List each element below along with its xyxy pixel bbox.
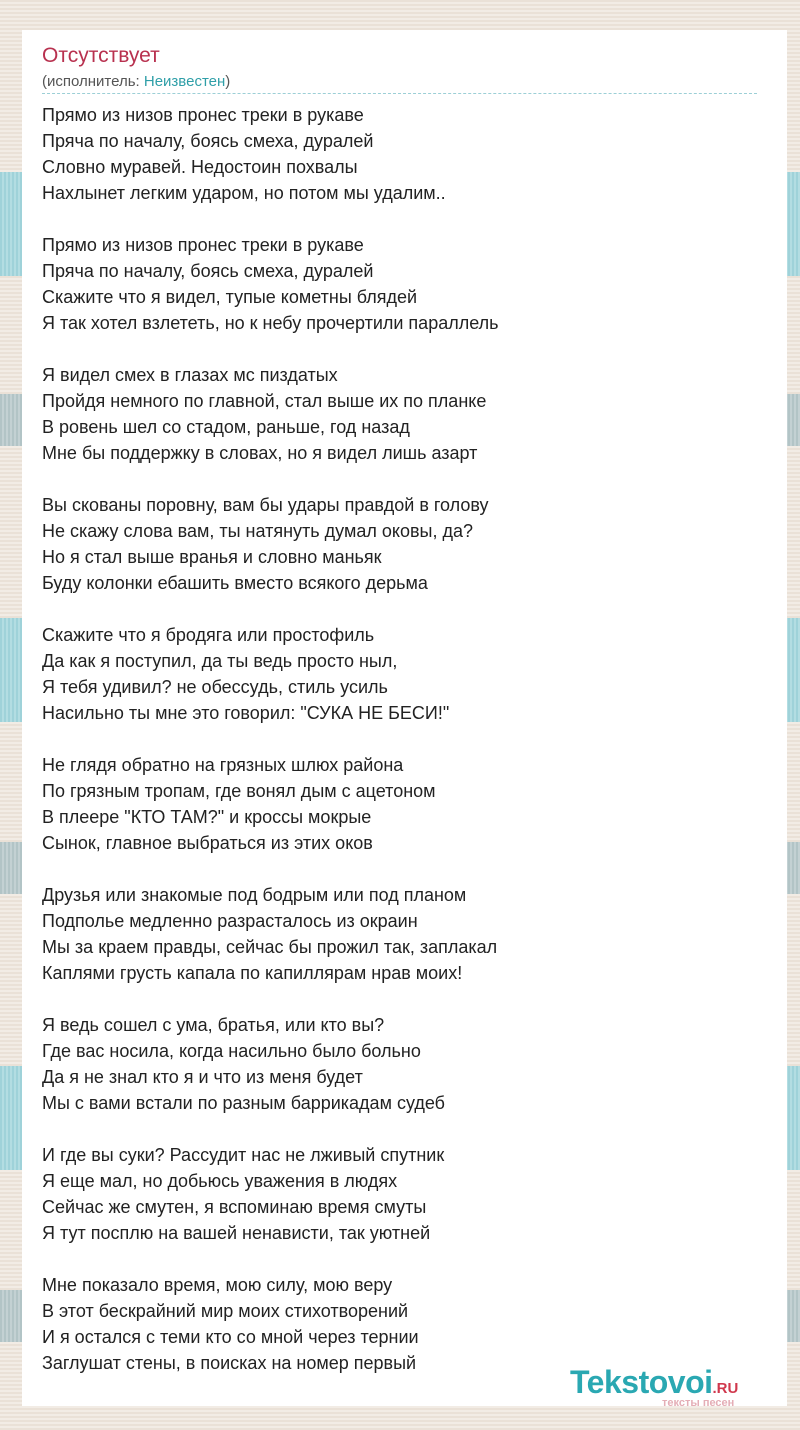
lyrics-card [22,30,787,1409]
lyric-line: В этот бескрайний мир моих стихотворений [42,1301,409,1321]
lyric-line: Я так хотел взлететь, но к небу прочертили параллель [42,313,499,333]
lyric-line: Я ведь сошел с ума, братья, или кто вы? [42,1015,385,1035]
artist-suffix: ) [225,73,231,90]
lyrics-stanza [42,752,762,856]
lyrics-stanza [42,1272,762,1376]
lyric-line: Каплями грусть капала по капиллярам нрав моих! [42,963,463,983]
lyric-line: Насильно ты мне это говорил: "СУКА НЕ БЕСИ!" [42,703,450,723]
lyric-line: Нахлынет легким ударом, но потом мы удалим.. [42,183,446,203]
lyric-line: Прямо из низов пронес треки в рукаве [42,105,364,125]
lyric-line: Заглушат стены, в поисках на номер первый [42,1353,417,1373]
lyric-line: Я видел смех в глазах мс пиздатых [42,365,338,385]
logo-tagline: тексты песен [662,1397,735,1409]
lyric-line: Пройдя немного по главной, стал выше их по планке [42,391,487,411]
lyric-line: Да как я поступил, да ты ведь просто ныл, [42,651,398,671]
lyric-line: Мне показало время, мою силу, мою веру [42,1275,393,1295]
lyric-line: Я еще мал, но добьюсь уважения в людях [42,1171,398,1191]
lyric-line: Не скажу слова вам, ты натянуть думал оковы, да? [42,521,473,541]
lyric-line: В плеере "КТО ТАМ?" и кроссы мокрые [42,807,372,827]
lyric-line: И я остался с теми кто со мной через тернии [42,1327,419,1347]
artist-link[interactable]: Неизвестен [143,73,226,90]
lyric-line: Где вас носила, когда насильно было больно [42,1041,421,1061]
lyrics-stanza [42,1142,762,1246]
lyrics-stanza [42,882,762,986]
lyrics-stanza [42,232,762,336]
lyric-line: Подполье медленно разрасталось из окраин [42,911,418,931]
lyric-line: Прямо из низов пронес треки в рукаве [42,235,364,255]
lyrics-stanza [42,102,762,206]
lyrics-body [42,102,762,1402]
lyric-line: Вы скованы поровну, вам бы удары правдой в голову [42,495,489,515]
lyric-line: Не глядя обратно на грязных шлюх района [42,755,404,775]
lyric-line: Скажите что я видел, тупые кометны блядей [42,287,418,307]
lyric-line: Пряча по началу, боясь смеха, дуралей [42,261,374,281]
lyrics-stanza [42,622,762,726]
lyric-line: Я тебя удивил? не обессудь, стиль усиль [42,677,388,697]
lyric-line: Да я не знал кто я и что из меня будет [42,1067,363,1087]
lyric-line: И где вы суки? Рассудит нас не лживый спутник [42,1145,445,1165]
lyric-line: Пряча по началу, боясь смеха, дуралей [42,131,374,151]
lyrics-stanza [42,1012,762,1116]
lyric-line: Словно муравей. Недостоин похвалы [42,157,358,177]
lyric-line: Буду колонки ебашить вместо всякого дерьма [42,573,428,593]
lyric-line: Друзья или знакомые под бодрым или под планом [42,885,467,905]
lyrics-stanza [42,362,762,466]
lyric-line: Мы с вами встали по разным баррикадам судеб [42,1093,445,1113]
lyric-line: По грязным тропам, где вонял дым с ацетоном [42,781,436,801]
artist-line [42,73,230,90]
song-title: Отсутствует [42,44,160,67]
site-logo[interactable] [570,1364,780,1409]
lyric-line: Сынок, главное выбраться из этих оков [42,833,373,853]
lyric-line: В ровень шел со стадом, раньше, год назад [42,417,410,437]
lyric-line: Скажите что я бродяга или простофиль [42,625,375,645]
lyric-line: Мне бы поддержку в словах, но я видел лишь азарт [42,443,478,463]
lyric-line: Сейчас же смутен, я вспоминаю время смуты [42,1197,427,1217]
logo-name: Tekstovoi [570,1364,713,1400]
lyrics-stanza [42,492,762,596]
title-divider [42,93,757,94]
logo-tld: .RU [712,1380,739,1397]
artist-prefix: (исполнитель: [42,73,144,90]
lyric-line: Я тут посплю на вашей ненависти, так уютней [42,1223,431,1243]
lyric-line: Мы за краем правды, сейчас бы прожил так, заплакал [42,937,498,957]
lyric-line: Но я стал выше вранья и словно маньяк [42,547,382,567]
